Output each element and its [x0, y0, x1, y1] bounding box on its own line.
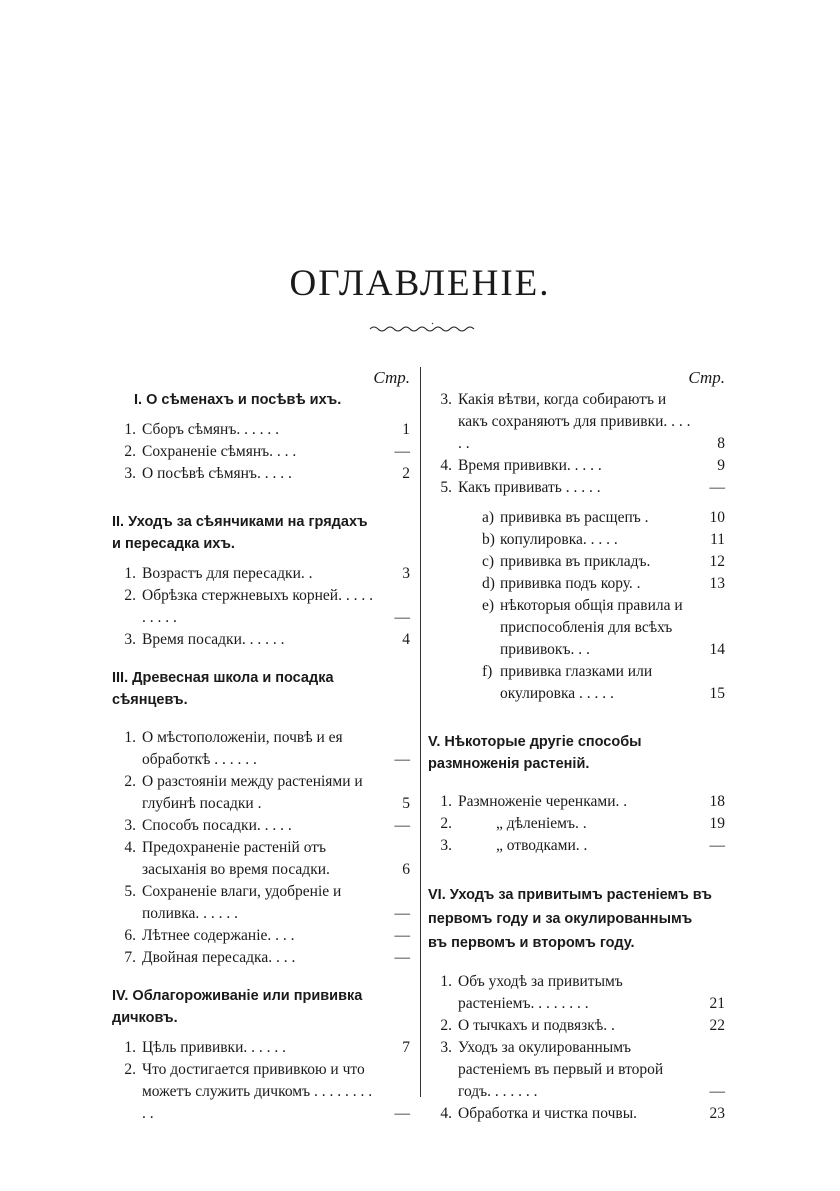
- toc-entry[interactable]: [428, 971, 725, 1015]
- entry-text: Возрастъ для пересадки. .: [142, 565, 313, 582]
- entry-page: 8: [717, 435, 725, 452]
- toc-sub-entry[interactable]: [478, 661, 725, 705]
- section-title: II. Уходъ за сѣянчиками на грядахъ и пересадка ихъ.: [112, 514, 368, 552]
- entry-number: 1.: [124, 565, 136, 582]
- toc-entry[interactable]: [112, 947, 410, 969]
- entry-page: 3: [402, 565, 410, 582]
- entry-page: 11: [710, 531, 725, 548]
- entry-page: 23: [709, 1105, 725, 1122]
- entry-text: Обрѣзка стержневыхъ корней. . . . . . . . . .: [142, 587, 373, 626]
- toc-sub-entry[interactable]: [478, 551, 725, 573]
- entry-page: —: [709, 1083, 725, 1100]
- section-title: V. Нѣкоторые другіе способы размноженія растеній.: [428, 734, 642, 772]
- entry-text: Сохраненіе сѣмянъ. . . .: [142, 443, 297, 460]
- column-divider: [420, 367, 421, 1097]
- entry-number: 2.: [124, 773, 136, 790]
- entry-number: 3.: [124, 465, 136, 482]
- entry-text: Способъ посадки. . . . .: [142, 817, 292, 834]
- entry-text: „ отводками. .: [496, 837, 588, 854]
- entry-text: прививка въ прикладъ.: [500, 553, 651, 570]
- entry-page: —: [394, 927, 410, 944]
- page-column-label: Стр.: [688, 368, 725, 387]
- toc-sub-entry[interactable]: [478, 507, 725, 529]
- toc-entry[interactable]: [112, 727, 410, 771]
- entry-page: 19: [709, 815, 725, 832]
- toc-entry[interactable]: [428, 1015, 725, 1037]
- entry-number: 4.: [124, 839, 136, 856]
- entry-text: Лѣтнее содержаніе. . . .: [142, 927, 295, 944]
- entry-page: —: [394, 443, 410, 460]
- entry-number: 2.: [124, 443, 136, 460]
- entry-text: прививка въ расщепъ .: [500, 509, 649, 526]
- entry-page: 1: [402, 421, 410, 438]
- toc-entry[interactable]: [112, 585, 410, 629]
- entry-letter: e): [482, 597, 495, 614]
- entry-text: нѣкоторыя общія правила и приспособленія для всѣхъ прививокъ. . .: [500, 597, 683, 658]
- section-title: I. О сѣменахъ и посѣвѣ ихъ.: [134, 392, 342, 408]
- entry-number: 6.: [124, 927, 136, 944]
- entry-text: Размноженіе черенками. .: [458, 793, 628, 810]
- entry-number: 3.: [440, 837, 452, 854]
- entry-text: О разстояніи между растеніями и глубинѣ посадки .: [142, 773, 363, 812]
- toc-entry[interactable]: [428, 835, 725, 857]
- entry-number: 4.: [440, 457, 452, 474]
- toc-entry[interactable]: [428, 477, 725, 499]
- entry-text: Цѣль прививки. . . . . .: [142, 1039, 287, 1056]
- entry-text: Какія вѣтви, когда собираютъ и какъ сохраняютъ для прививки. . . . . .: [458, 391, 691, 452]
- entry-page: —: [394, 609, 410, 626]
- page-title: ОГЛАВЛЕНІЕ.: [289, 263, 551, 304]
- section-title: IV. Облагороживаніе или прививка дичковъ.: [112, 988, 363, 1026]
- entry-letter: f): [482, 663, 493, 680]
- entry-text: „ дѣленіемъ. .: [496, 815, 587, 832]
- toc-entry[interactable]: [428, 1037, 725, 1103]
- entry-letter: d): [482, 575, 495, 592]
- entry-page: 9: [717, 457, 725, 474]
- entry-letter: c): [482, 553, 495, 570]
- entry-number: 5.: [440, 479, 452, 496]
- entry-number: 1.: [124, 1039, 136, 1056]
- page-column-label: Стр.: [373, 368, 410, 387]
- entry-text: прививка глазками или окулировка . . . . .: [500, 663, 653, 702]
- entry-text: Объ уходѣ за привитымъ растеніемъ. . . . . . . .: [458, 973, 623, 1012]
- entry-page: 7: [402, 1039, 410, 1056]
- entry-text: Обработка и чистка почвы.: [458, 1105, 637, 1122]
- toc-entry[interactable]: [112, 463, 410, 485]
- toc-entry[interactable]: [428, 455, 725, 477]
- toc-entry[interactable]: [112, 563, 410, 585]
- entry-page: 21: [709, 995, 725, 1012]
- entry-text: Время посадки. . . . . .: [142, 631, 285, 648]
- entry-text: О тычкахъ и подвязкѣ. .: [458, 1017, 615, 1034]
- toc-sub-entry[interactable]: [478, 573, 725, 595]
- entry-page: 14: [709, 641, 725, 658]
- entry-text: Сохраненіе влаги, удобреніе и поливка. . . . . .: [142, 883, 342, 922]
- entry-page: 15: [709, 685, 725, 702]
- toc-entry[interactable]: [112, 441, 410, 463]
- entry-text: копулировка. . . . .: [500, 531, 618, 548]
- entry-page: —: [709, 479, 725, 496]
- entry-text: Что достигается прививкою и что можетъ служить дичкомъ . . . . . . . . . .: [142, 1061, 373, 1122]
- toc-entry[interactable]: [428, 813, 725, 835]
- toc-entry[interactable]: [112, 925, 410, 947]
- entry-text: Двойная пересадка. . . .: [142, 949, 296, 966]
- toc-entry[interactable]: [112, 419, 410, 441]
- entry-page: 6: [402, 861, 410, 878]
- entry-page: 12: [709, 553, 725, 570]
- entry-number: 1.: [440, 793, 452, 810]
- toc-entry[interactable]: [112, 771, 410, 815]
- entry-letter: b): [482, 531, 495, 548]
- entry-text: О мѣстоположеніи, почвѣ и ея обработкѣ . . . . . .: [142, 729, 343, 768]
- ornament-flourish-icon: [368, 320, 476, 336]
- entry-text: прививка подъ кору. .: [500, 575, 641, 592]
- toc-entry[interactable]: [112, 881, 410, 925]
- entry-number: 7.: [124, 949, 136, 966]
- toc-entry[interactable]: [112, 1059, 410, 1125]
- entry-page: —: [709, 837, 725, 854]
- toc-right-column: [428, 367, 725, 1125]
- entry-page: 18: [709, 793, 725, 810]
- section-title: III. Древесная школа и посадка сѣянцевъ.: [112, 670, 334, 708]
- entry-number: 3.: [440, 1039, 452, 1056]
- entry-page: —: [394, 817, 410, 834]
- toc-entry[interactable]: [112, 815, 410, 837]
- toc-entry[interactable]: [112, 629, 410, 651]
- toc-entry[interactable]: [112, 837, 410, 881]
- entry-number: 1.: [124, 421, 136, 438]
- entry-page: 13: [709, 575, 725, 592]
- entry-number: 2.: [124, 1061, 136, 1078]
- entry-page: —: [394, 949, 410, 966]
- entry-number: 5.: [124, 883, 136, 900]
- toc-sub-entry[interactable]: [478, 529, 725, 551]
- entry-page: 22: [709, 1017, 725, 1034]
- entry-text: Уходъ за окулированнымъ растеніемъ въ первый и второй годъ. . . . . . .: [458, 1039, 664, 1100]
- toc-entry[interactable]: [428, 791, 725, 813]
- entry-number: 3.: [124, 817, 136, 834]
- entry-number: 2.: [124, 587, 136, 604]
- entry-number: 2.: [440, 1017, 452, 1034]
- entry-page: 4: [402, 631, 410, 648]
- entry-number: 3.: [124, 631, 136, 648]
- entry-text: Время прививки. . . . .: [458, 457, 602, 474]
- entry-number: 4.: [440, 1105, 452, 1122]
- entry-page: 5: [402, 795, 410, 812]
- entry-letter: a): [482, 509, 495, 526]
- toc-entry[interactable]: [112, 1037, 410, 1059]
- entry-page: 2: [402, 465, 410, 482]
- toc-entry[interactable]: [428, 389, 725, 455]
- entry-text: О посѣвѣ сѣмянъ. . . . .: [142, 465, 292, 482]
- entry-text: Предохраненіе растеній отъ засыханія во время посадки.: [142, 839, 330, 878]
- entry-text: Какъ прививать . . . . .: [458, 479, 601, 496]
- entry-number: 1.: [124, 729, 136, 746]
- entry-page: —: [394, 1105, 410, 1122]
- toc-sub-entry[interactable]: [478, 595, 725, 661]
- entry-page: —: [394, 905, 410, 922]
- entry-page: —: [394, 751, 410, 768]
- toc-entry[interactable]: [428, 1103, 725, 1125]
- section-title: VI. Уходъ за привитымъ растеніемъ въ первомъ году и за окулированнымъ въ первомъ и второмъ году.: [428, 887, 712, 951]
- toc-left-column: [112, 367, 410, 1125]
- entry-number: 3.: [440, 391, 452, 408]
- entry-number: 1.: [440, 973, 452, 990]
- entry-page: 10: [709, 509, 725, 526]
- entry-number: 2.: [440, 815, 452, 832]
- sub-entry-list: [428, 507, 725, 705]
- entry-text: Сборъ сѣмянъ. . . . . .: [142, 421, 279, 438]
